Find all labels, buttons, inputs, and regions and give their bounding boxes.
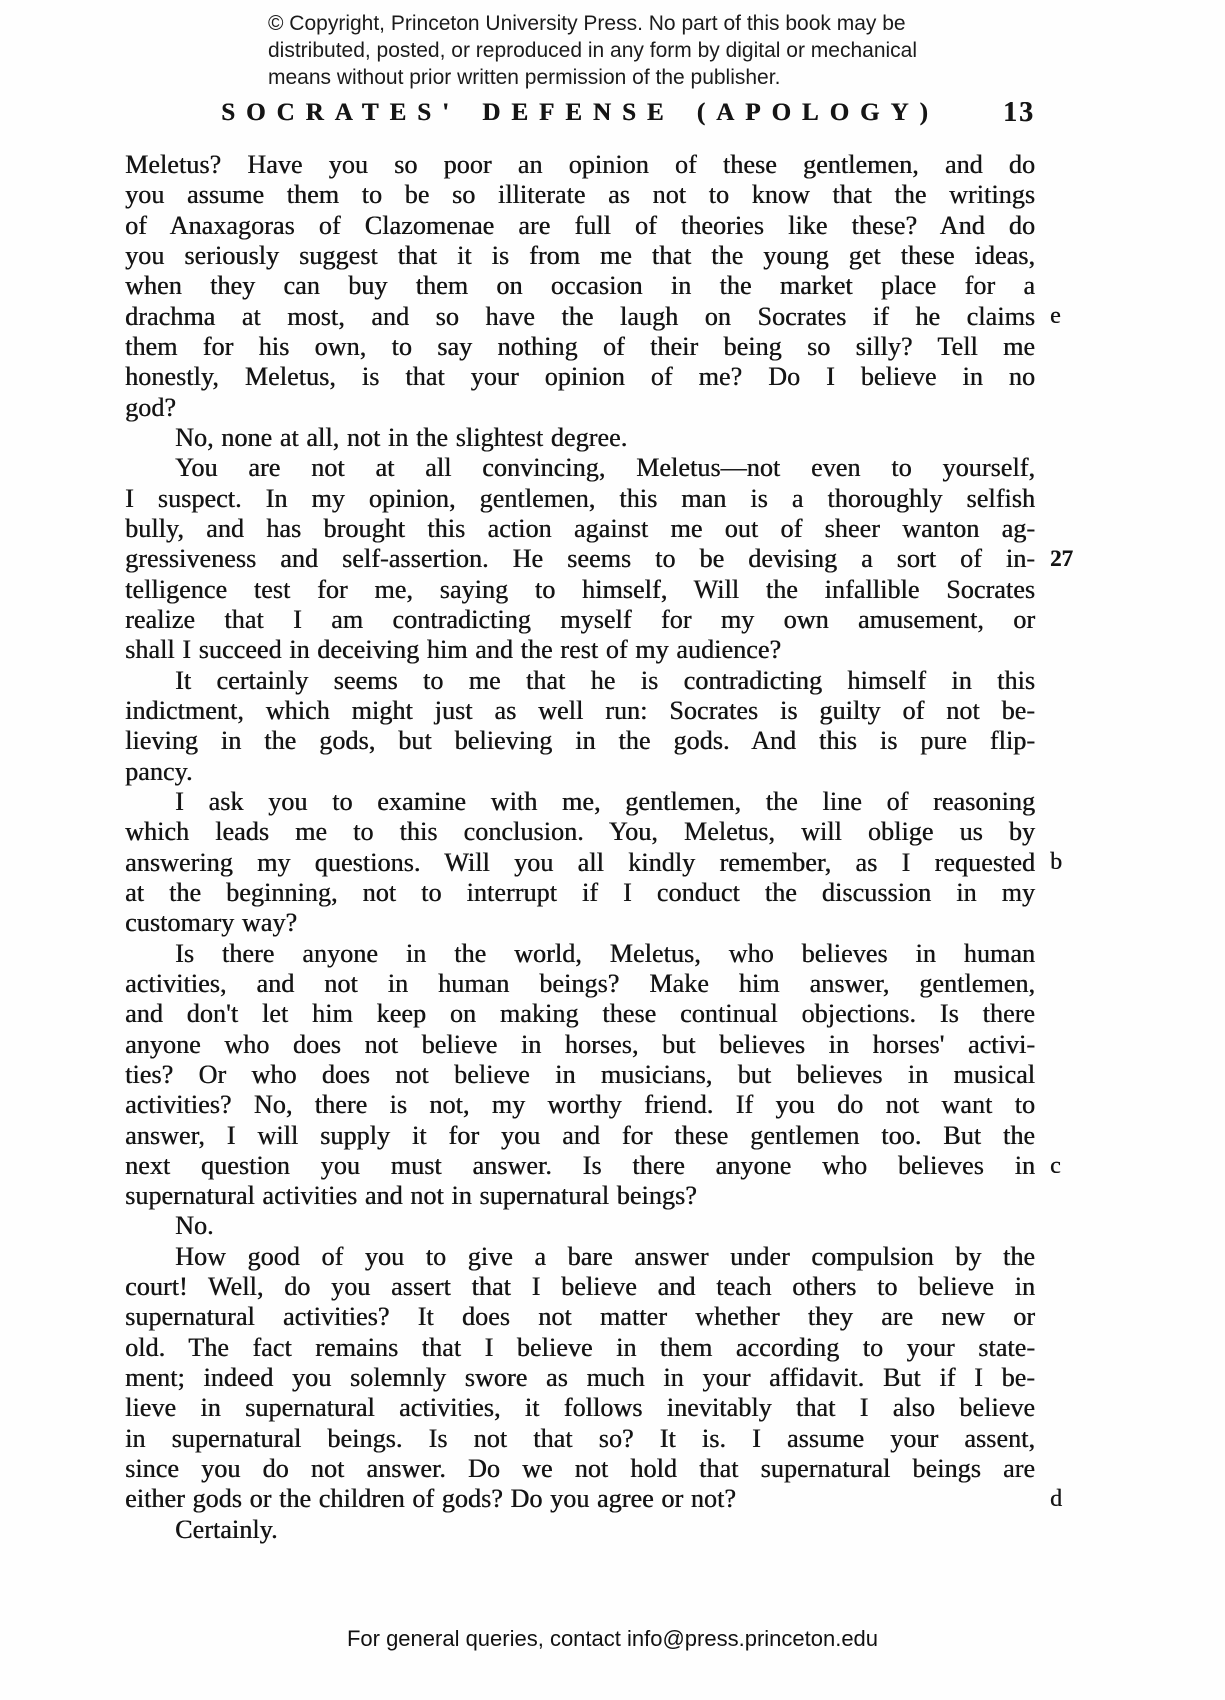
text-line: ment; indeed you solemnly swore as much in your affidavit. But if I be- bbox=[125, 1363, 1035, 1393]
stephanus-margin-note: 27 bbox=[1050, 546, 1073, 571]
text-line: supernatural activities? It does not matter whether they are new or bbox=[125, 1302, 1035, 1332]
text-line: of Anaxagoras of Clazomenae are full of theories like these? And do bbox=[125, 210, 1035, 240]
text-line: No. bbox=[175, 1211, 214, 1241]
paragraph bbox=[125, 939, 1035, 1212]
text-line: and don't let him keep on making these continual objections. Is there bbox=[125, 999, 1035, 1029]
text-line: you seriously suggest that it is from me that the young get these ideas, bbox=[125, 240, 1035, 270]
text-line: honestly, Meletus, is that your opinion of me? Do I believe in no bbox=[125, 362, 1035, 392]
text-line: either gods or the children of gods? Do you agree or not? bbox=[125, 1484, 736, 1514]
text-line: court! Well, do you assert that I believe and teach others to believe in bbox=[125, 1272, 1035, 1302]
text-line: activities? No, there is not, my worthy friend. If you do not want to bbox=[125, 1090, 1035, 1120]
page-number: 13 bbox=[1003, 97, 1035, 128]
text-line: in supernatural beings. Is not that so? It is. I assume your assent, bbox=[125, 1423, 1035, 1453]
text-line: You are not at all convincing, Meletus—not even to yourself, bbox=[175, 453, 1035, 483]
text-line: realize that I am contradicting myself for my own amusement, or bbox=[125, 604, 1035, 634]
text-line: customary way? bbox=[125, 908, 298, 938]
text-line: anyone who does not believe in horses, but believes in horses' activi- bbox=[125, 1029, 1035, 1059]
copyright-line: distributed, posted, or reproduced in any form by digital or mechanical bbox=[268, 39, 918, 62]
paragraph bbox=[125, 787, 1035, 939]
copyright-line: means without prior written permission of the publisher. bbox=[268, 66, 781, 89]
paragraph bbox=[125, 1211, 1035, 1241]
paragraph bbox=[125, 423, 1035, 453]
text-line: Meletus? Have you so poor an opinion of these gentlemen, and do bbox=[125, 150, 1035, 179]
text-line: It certainly seems to me that he is contradicting himself in this bbox=[175, 665, 1035, 695]
text-line: lieving in the gods, but believing in the gods. And this is pure flip- bbox=[125, 726, 1035, 756]
body-text bbox=[125, 150, 1035, 1545]
text-line: shall I succeed in deceiving him and the rest of my audience? bbox=[125, 635, 782, 665]
text-line: at the beginning, not to interrupt if I conduct the discussion in my bbox=[125, 877, 1035, 907]
text-line: How good of you to give a bare answer under compulsion by the bbox=[175, 1241, 1035, 1271]
text-line: answering my questions. Will you all kindly remember, as I requested bbox=[125, 847, 1035, 877]
text-line: god? bbox=[125, 392, 176, 422]
text-line: next question you must answer. Is there anyone who believes in bbox=[125, 1150, 1035, 1180]
stephanus-margin-note: e bbox=[1050, 303, 1061, 329]
text-line: ties? Or who does not believe in musicians, but believes in musical bbox=[125, 1059, 1035, 1089]
stephanus-margin-note: b bbox=[1050, 849, 1062, 875]
text-line: since you do not answer. Do we not hold that supernatural beings are bbox=[125, 1454, 1035, 1484]
running-head bbox=[125, 99, 1035, 133]
copyright-line: © Copyright, Princeton University Press. No part of this book may be bbox=[268, 12, 906, 35]
text-line: I ask you to examine with me, gentlemen, the line of reasoning bbox=[175, 786, 1035, 816]
text-line: pancy. bbox=[125, 756, 193, 786]
text-line: No, none at all, not in the slightest degree. bbox=[175, 422, 628, 452]
text-line: which leads me to this conclusion. You, Meletus, will oblige us by bbox=[125, 817, 1035, 847]
text-line: old. The fact remains that I believe in them according to your state- bbox=[125, 1332, 1035, 1362]
stephanus-margin-note: d bbox=[1050, 1486, 1062, 1512]
text-line: bully, and has brought this action against me out of sheer wanton ag- bbox=[125, 513, 1035, 543]
paragraph bbox=[125, 666, 1035, 787]
text-line: answer, I will supply it for you and for these gentlemen too. But the bbox=[125, 1120, 1035, 1150]
text-line: Is there anyone in the world, Meletus, who believes in human bbox=[175, 938, 1035, 968]
text-line: activities, and not in human beings? Make him answer, gentlemen, bbox=[125, 968, 1035, 998]
text-line: drachma at most, and so have the laugh on Socrates if he claims bbox=[125, 301, 1035, 331]
text-line: Certainly. bbox=[175, 1514, 278, 1544]
footer-contact: For general queries, contact info@press.princeton.edu bbox=[346, 1626, 879, 1651]
stephanus-margin-note: c bbox=[1050, 1153, 1061, 1179]
paragraph bbox=[125, 1242, 1035, 1515]
text-line: you assume them to be so illiterate as not to know that the writings bbox=[125, 180, 1035, 210]
text-line: supernatural activities and not in supernatural beings? bbox=[125, 1181, 697, 1211]
text-line: indictment, which might just as well run: Socrates is guilty of not be- bbox=[125, 695, 1035, 725]
text-line: gressiveness and self-assertion. He seems to be devising a sort of in- bbox=[125, 544, 1035, 574]
text-line: I suspect. In my opinion, gentlemen, this man is a thoroughly selfish bbox=[125, 483, 1035, 513]
paragraph bbox=[125, 453, 1035, 665]
text-line: when they can buy them on occasion in the market place for a bbox=[125, 271, 1035, 301]
paragraph bbox=[125, 1515, 1035, 1545]
copyright-notice bbox=[268, 10, 917, 91]
text-line: telligence test for me, saying to himself, Will the infallible Socrates bbox=[125, 574, 1035, 604]
chapter-title: SOCRATES' DEFENSE (APOLOGY) bbox=[221, 99, 939, 126]
text-line: them for his own, to say nothing of their being so silly? Tell me bbox=[125, 331, 1035, 361]
paragraph bbox=[125, 150, 1035, 423]
text-line: lieve in supernatural activities, it follows inevitably that I also believe bbox=[125, 1393, 1035, 1423]
